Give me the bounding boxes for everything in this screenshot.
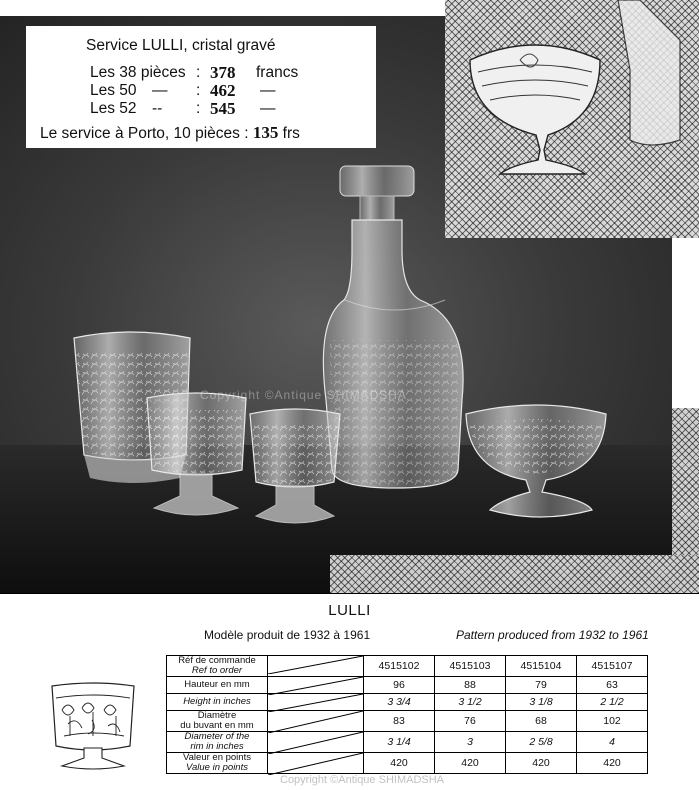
table-cell: 79 — [506, 677, 577, 694]
photo-watermark: Copyright ©Antique SHIMADSHA — [200, 388, 407, 402]
table-cell: 63 — [577, 677, 648, 694]
price-row-label: Les 38 pièces — [90, 64, 186, 81]
table-cell: 3 1/2 — [435, 694, 506, 711]
table-cell: 76 — [435, 711, 506, 732]
price-row-sep: : — [196, 100, 201, 117]
row-label: Hauteur en mm — [167, 677, 268, 694]
porto-label: Le service à Porto, 10 pièces : — [40, 125, 249, 142]
table-cell: 68 — [506, 711, 577, 732]
price-row-value: 378 — [210, 63, 236, 82]
table-cell: 2 1/2 — [577, 694, 648, 711]
row-label — [167, 711, 268, 732]
row-label-fr: Valeur en points — [183, 752, 251, 763]
price-row-dash: -- — [152, 100, 163, 117]
glass-thumbnail — [48, 680, 138, 772]
service-title: Service LULLI, cristal gravé — [86, 37, 276, 54]
table-cell: 3 3/4 — [364, 694, 435, 711]
spec-table — [166, 655, 648, 774]
table-row — [167, 677, 648, 694]
table-cell: 4515103 — [435, 656, 506, 677]
row-label-en: Ref to order — [191, 665, 243, 676]
table-cell: 4515104 — [506, 656, 577, 677]
technical-sheet — [0, 593, 699, 790]
glass-small — [250, 409, 340, 523]
row-label-line2: rim in inches — [190, 741, 244, 752]
table-cell: 83 — [364, 711, 435, 732]
table-cell: 4515107 — [577, 656, 648, 677]
table-cell: 88 — [435, 677, 506, 694]
table-cell: 102 — [577, 711, 648, 732]
price-row-value: 462 — [210, 81, 236, 100]
table-cell: 3 1/8 — [506, 694, 577, 711]
porto-service-line — [40, 123, 300, 143]
table-cell: 420 — [435, 753, 506, 774]
table-cell: 3 1/4 — [364, 732, 435, 753]
slash-cell — [268, 753, 364, 774]
porto-unit: frs — [282, 125, 300, 142]
table-row — [167, 656, 648, 677]
glass-coupe — [466, 405, 606, 517]
table-cell: 3 — [435, 732, 506, 753]
row-label-line1: Diamètre — [197, 710, 237, 721]
sheet-watermark: Copyright ©Antique SHIMADSHA — [280, 774, 445, 786]
inset-coupe-glass — [470, 0, 680, 174]
table-cell: 420 — [577, 753, 648, 774]
decanter — [323, 166, 463, 488]
price-row-dash: — — [152, 82, 168, 99]
price-row-label: Les 52 — [90, 100, 137, 117]
slash-cell — [268, 656, 364, 677]
porto-price: 135 — [252, 123, 279, 142]
row-label-fr: Réf de commande — [178, 655, 256, 666]
row-label — [167, 656, 268, 677]
price-row-value: 545 — [210, 99, 236, 118]
price-row-unit: francs — [256, 64, 299, 81]
table-cell: 96 — [364, 677, 435, 694]
price-row-sep: : — [196, 82, 201, 99]
slash-cell — [268, 711, 364, 732]
row-label-line2: du buvant en mm — [180, 720, 254, 731]
slash-cell — [268, 694, 364, 711]
price-row-unit: — — [260, 100, 276, 117]
table-cell: 420 — [506, 753, 577, 774]
table-cell: 2 5/8 — [506, 732, 577, 753]
table-cell: 4515102 — [364, 656, 435, 677]
row-label — [167, 732, 268, 753]
table-cell: 4 — [577, 732, 648, 753]
row-label-line1: Diameter of the — [184, 731, 250, 742]
production-period-fr: Modèle produit de 1932 à 1961 — [204, 628, 371, 642]
row-label: Height in inches — [167, 694, 268, 711]
row-label-en: Value in points — [186, 762, 248, 773]
glass-medium — [147, 393, 246, 515]
pattern-title: LULLI — [328, 602, 371, 619]
table-row — [167, 753, 648, 774]
table-row — [167, 711, 648, 732]
price-row-sep: : — [196, 64, 201, 81]
price-row-unit: — — [260, 82, 276, 99]
table-row — [167, 694, 648, 711]
slash-cell — [268, 677, 364, 694]
table-cell: 420 — [364, 753, 435, 774]
slash-cell — [268, 732, 364, 753]
production-period-en: Pattern produced from 1932 to 1961 — [456, 628, 649, 642]
price-caption-box — [26, 26, 376, 148]
row-label — [167, 753, 268, 774]
price-row-label: Les 50 — [90, 82, 137, 99]
table-row — [167, 732, 648, 753]
